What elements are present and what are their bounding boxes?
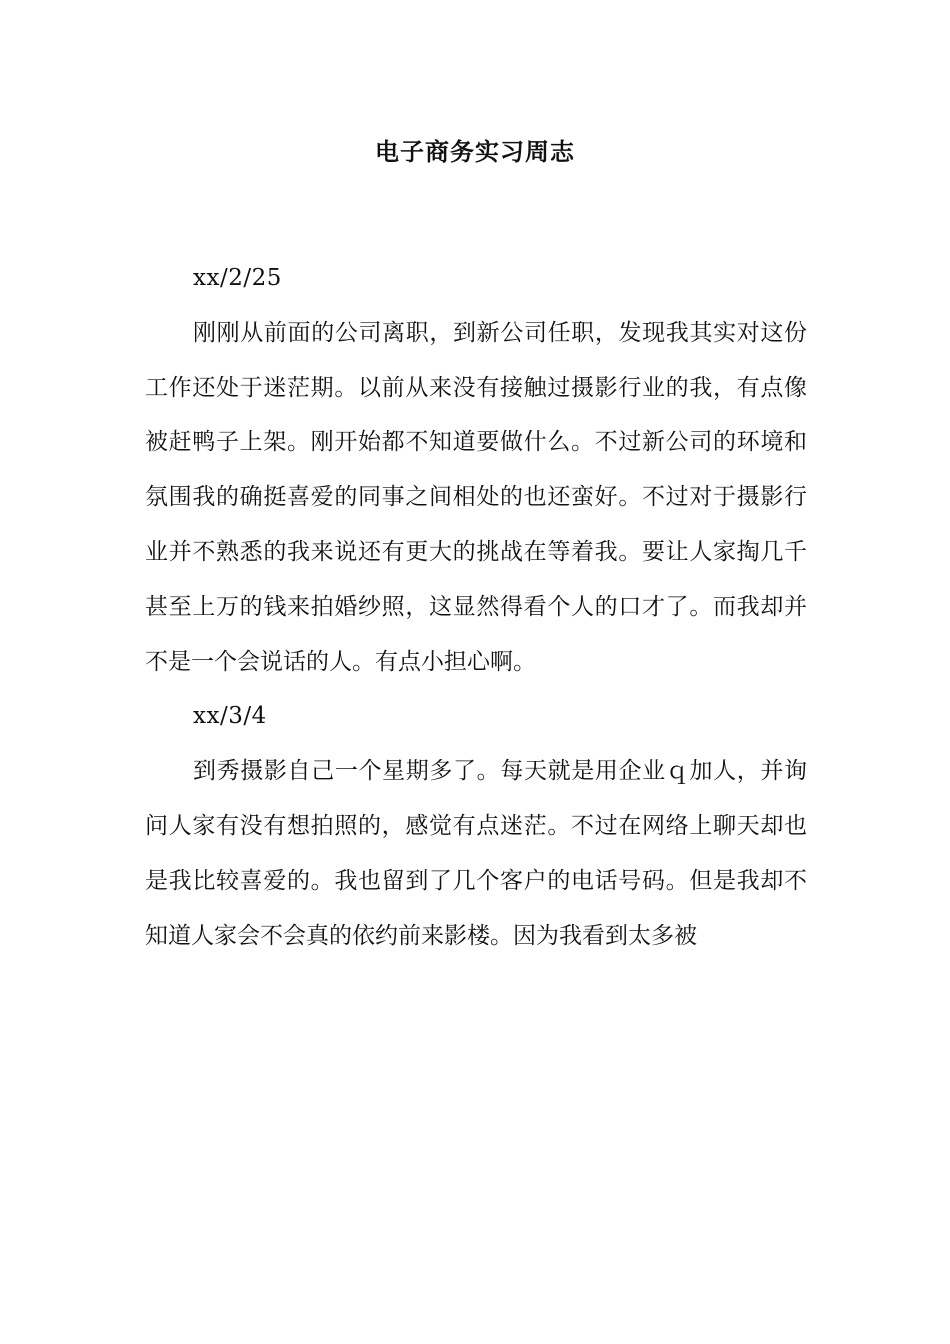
entry-paragraph: 到秀摄影自己一个星期多了。每天就是用企业ｑ加人，并询问人家有没有想拍照的，感觉有点迷茫。不过在网络上聊天却也是我比较喜爱的。我也留到了几个客户的电话号码。但是我却不知道人家会不会真的依约前来影楼。因为我看到太多被 (145, 758, 807, 949)
document-body (145, 251, 807, 963)
entry-date: xx/2/25 (193, 265, 282, 291)
entry-date: xx/3/4 (193, 703, 267, 730)
document-title: 电子商务实习周志 (375, 137, 575, 166)
entry-paragraph: 刚刚从前面的公司离职，到新公司任职，发现我其实对这份工作还处于迷茫期。以前从来没有接触过摄影行业的我，有点像被赶鸭子上架。刚开始都不知道要做什么。不过新公司的环境和氛围我的确挺喜爱的同事之间相处的也还蛮好。不过对于摄影行业并不熟悉的我来说还有更大的挑战在等着我。要让人家掏几千甚至上万的钱来拍婚纱照，这显然得看个人的口才了。而我却并不是一个会说话的人。有点小担心啊。 (145, 319, 807, 675)
